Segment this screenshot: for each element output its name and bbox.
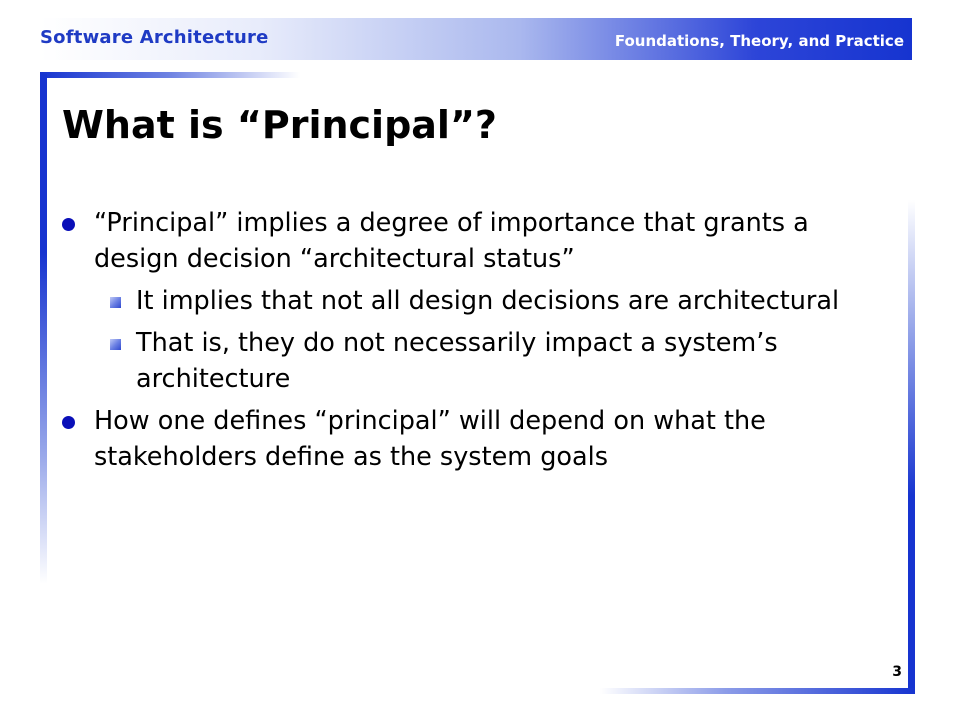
bottom-accent-bar bbox=[600, 688, 915, 694]
sub-bullet-text: That is, they do not necessarily impact a system’s architecture bbox=[136, 328, 778, 394]
page-number: 3 bbox=[892, 664, 902, 680]
course-subtitle: Foundations, Theory, and Practice bbox=[614, 32, 904, 50]
bullet-text: “Principal” implies a degree of importance that grants a design decision “architectural status” bbox=[94, 208, 809, 274]
sub-bullet-item bbox=[62, 325, 892, 397]
slide-body bbox=[62, 205, 892, 481]
left-accent-bar bbox=[40, 74, 47, 584]
bullet-dot-icon bbox=[62, 416, 75, 429]
top-accent-bar bbox=[40, 72, 300, 78]
bullet-text: How one defines “principal” will depend on what the stakeholders define as the system goals bbox=[94, 406, 766, 472]
right-accent-bar bbox=[908, 200, 915, 694]
bullet-dot-icon bbox=[62, 218, 75, 231]
course-title: Software Architecture bbox=[40, 27, 269, 48]
bullet-item bbox=[62, 205, 892, 277]
slide-title: What is “Principal”? bbox=[62, 103, 497, 147]
sub-bullet-text: It implies that not all design decisions are architectural bbox=[136, 286, 840, 316]
diamond-bullet-icon bbox=[110, 339, 121, 350]
bullet-item bbox=[62, 403, 892, 475]
sub-bullet-item bbox=[62, 283, 892, 319]
diamond-bullet-icon bbox=[110, 297, 121, 308]
